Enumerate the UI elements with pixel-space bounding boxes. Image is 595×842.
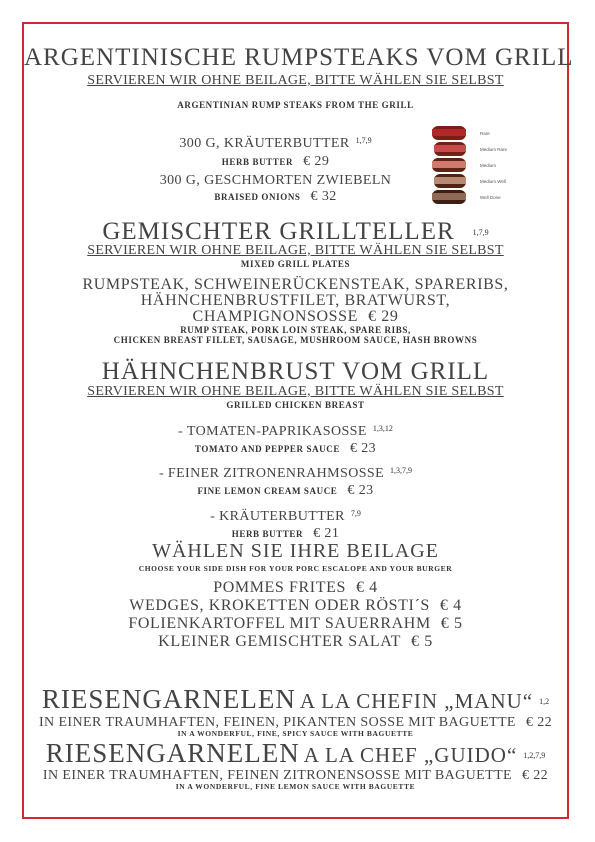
- prawns2-title-row: [24, 738, 567, 769]
- side-item-4: [24, 633, 567, 651]
- chicken-item3-price: € 21: [313, 526, 340, 541]
- prawns2-price: € 22: [521, 768, 549, 783]
- prawns1-english: IN A WONDERFUL, FINE, SPICY SAUCE WITH BAGUETTE: [177, 729, 414, 738]
- mixed-subtitle: SERVIEREN WIR OHNE BEILAGE, BITTE WÄHLEN SIE SELBST: [87, 243, 504, 258]
- chicken-english: GRILLED CHICKEN BREAST: [226, 400, 365, 410]
- chicken-item1-english: TOMATO AND PEPPER SAUCE: [194, 444, 340, 454]
- chicken-item2-name: - FEINER ZITRONENRAHMSOSSE: [158, 466, 385, 481]
- mixed-line1: RUMPSTEAK, SCHWEINERÜCKENSTEAK, SPARERIBS,: [82, 276, 509, 293]
- mixed-line3-row: [24, 308, 567, 326]
- side-item-4-price: € 5: [411, 633, 433, 650]
- rump-item1-english: HERB BUTTER: [221, 157, 294, 167]
- rump-english: ARGENTINIAN RUMP STEAKS FROM THE GRILL: [177, 100, 414, 110]
- chicken-item2-allergens: 1,3,7,9: [390, 466, 413, 475]
- doneness-medium-rare: Medium Rare: [480, 147, 508, 152]
- chicken-item2-en: [14, 481, 557, 499]
- chicken-item2-english: FINE LEMON CREAM SAUCE: [197, 486, 338, 496]
- menu-page: [22, 22, 574, 819]
- chicken-item1-price: € 23: [349, 441, 377, 456]
- chicken-title: HÄHNCHENBRUST VOM GRILL: [101, 358, 490, 385]
- chicken-item1-allergens: 1,3,12: [372, 424, 393, 433]
- prawns2-desc: IN EINER TRAUMHAFTEN, FEINEN ZITRONENSOSSE MIT BAGUETTE: [42, 768, 512, 783]
- prawns2-allergens: 1,2,7,9: [523, 751, 546, 760]
- rump-subtitle: SERVIEREN WIR OHNE BEILAGE, BITTE WÄHLEN SIE SELBST: [87, 73, 504, 88]
- prawns2-title2: A LA CHEF „GUIDO“: [303, 743, 518, 767]
- side-item-3-name: FOLIENKARTOFFEL MIT SAUERRAHM: [128, 615, 431, 632]
- mixed-english2: RUMP STEAK, PORK LOIN STEAK, SPARE RIBS,: [180, 325, 411, 335]
- mixed-price: € 29: [368, 308, 399, 325]
- mixed-title: GEMISCHTER GRILLTELLER: [102, 218, 455, 245]
- side-item-3-price: € 5: [440, 615, 463, 632]
- doneness-well-done: Well Done: [480, 195, 501, 200]
- chicken-item1: [14, 422, 557, 440]
- sides-title: WÄHLEN SIE IHRE BEILAGE: [152, 540, 439, 562]
- prawns1-title-row: [24, 684, 567, 715]
- steak-doneness-image: [430, 124, 540, 206]
- prawns2-english: IN A WONDERFUL, FINE LEMON SAUCE WITH BAGUETTE: [175, 782, 416, 791]
- side-item-1-price: € 4: [355, 579, 378, 596]
- mixed-english: MIXED GRILL PLATES: [240, 259, 351, 269]
- sides-english: CHOOSE YOUR SIDE DISH FOR YOUR PORC ESCALOPE AND YOUR BURGER: [138, 564, 453, 573]
- rump-item1-allergens: 1,7,9: [355, 136, 372, 145]
- rump-title: ARGENTINISCHE RUMPSTEAKS VOM GRILL: [24, 44, 574, 71]
- rump-item2-price: € 32: [310, 189, 337, 204]
- chicken-item3-english: HERB BUTTER: [231, 529, 304, 539]
- rump-item2-name: 300 G, GESCHMORTEN ZWIEBELN: [159, 173, 392, 188]
- mixed-english3: CHICKEN BREAST FILLET, SAUSAGE, MUSHROOM SAUCE, HASH BROWNS: [113, 335, 478, 345]
- side-item-1: [24, 579, 567, 597]
- mixed-title-row: [24, 218, 567, 246]
- mixed-allergens: 1,7,9: [472, 228, 489, 237]
- side-item-2: [24, 597, 567, 615]
- prawns1-price: € 22: [525, 715, 552, 730]
- doneness-medium-well: Medium Well: [480, 179, 506, 184]
- mixed-line3: CHAMPIGNONSOSSE: [192, 308, 359, 325]
- chicken-item1-en: [14, 439, 557, 457]
- chicken-item1-name: - TOMATEN-PAPRIKASOSSE: [178, 424, 367, 439]
- side-item-2-price: € 4: [439, 597, 462, 614]
- side-item-4-name: KLEINER GEMISCHTER SALAT: [158, 633, 402, 650]
- chicken-item2-price: € 23: [347, 483, 374, 498]
- prawns1-title: RIESENGARNELEN: [41, 684, 296, 714]
- chicken-item2: [14, 464, 557, 482]
- prawns1-title2: A LA CHEFIN „MANU“: [299, 689, 534, 713]
- chicken-item3: [14, 507, 557, 525]
- chicken-item3-name: - KRÄUTERBUTTER: [210, 509, 345, 524]
- doneness-medium: Medium: [480, 163, 497, 168]
- doneness-rare: Rare: [480, 131, 490, 136]
- rump-item1-name: 300 G, KRÄUTERBUTTER: [179, 136, 350, 151]
- side-item-3: [24, 615, 567, 633]
- side-item-2-name: WEDGES, KROKETTEN ODER RÖSTI´S: [129, 597, 430, 614]
- prawns2-title: RIESENGARNELEN: [45, 738, 300, 768]
- chicken-item3-allergens: 7,9: [350, 509, 361, 518]
- chicken-subtitle: SERVIEREN WIR OHNE BEILAGE, BITTE WÄHLEN SIE SELBST: [87, 384, 504, 399]
- rump-item1-price: € 29: [303, 154, 330, 169]
- rump-item2-english: BRAISED ONIONS: [214, 192, 301, 202]
- prawns1-desc: IN EINER TRAUMHAFTEN, FEINEN, PIKANTEN SOSSE MIT BAGUETTE: [39, 715, 516, 730]
- mixed-line2: HÄHNCHENBRUSTFILET, BRATWURST,: [140, 292, 451, 309]
- prawns1-allergens: 1,2: [539, 697, 550, 706]
- side-item-1-name: POMMES FRITES: [213, 579, 346, 596]
